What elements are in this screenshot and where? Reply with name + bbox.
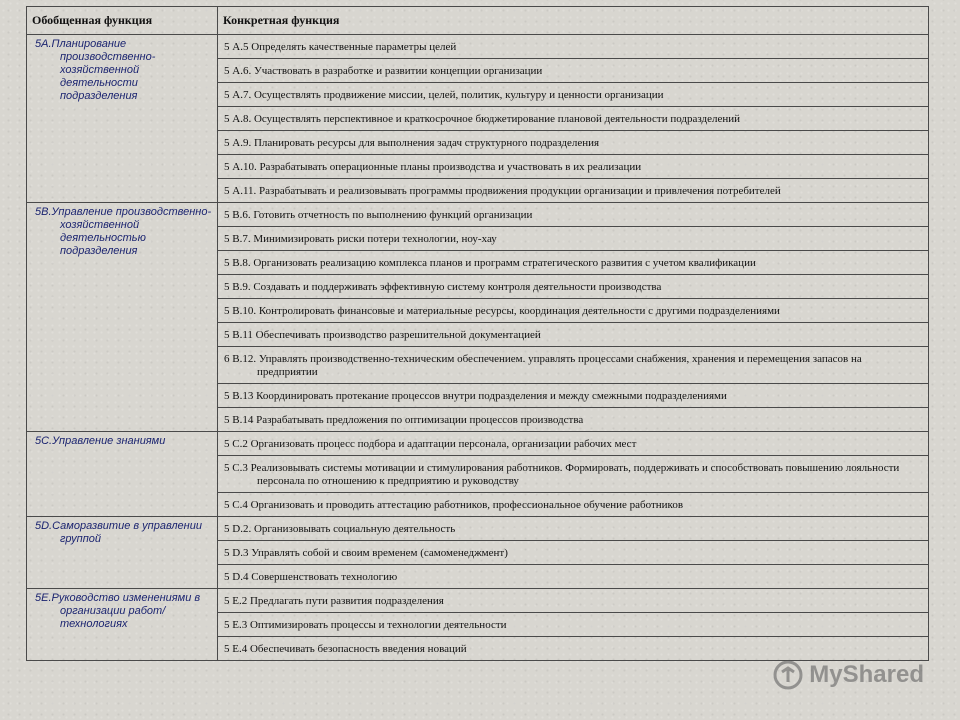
specific-function-text: 5 А.8. Осуществлять перспективное и краткосрочное бюджетирование плановой деятельности подразделений [224,113,741,125]
generalized-function-text: 5А.Планирование производственно-хозяйственной деятельности подразделения [35,38,156,102]
specific-function-cell [218,107,929,131]
generalized-function-cell [27,432,218,517]
specific-function-cell [218,299,929,323]
header-generalized-function: Обобщенная функция [27,7,218,35]
table-row [27,35,929,59]
specific-function-text: 5 С.2 Организовать процесс подбора и адаптации персонала, организации рабочих мест [224,438,637,450]
specific-function-cell [218,227,929,251]
specific-function-cell [218,408,929,432]
specific-function-text: 5 D.4 Совершенствовать технологию [224,571,398,583]
specific-function-cell [218,456,929,493]
specific-function-text: 5 В.10. Контролировать финансовые и материальные ресурсы, координация деятельности с другими подразделениями [224,305,780,317]
specific-function-cell [218,275,929,299]
specific-function-text: 5 В.9. Создавать и поддерживать эффективную систему контроля деятельности производства [224,281,662,293]
table-body [27,35,929,661]
generalized-function-cell [27,589,218,661]
specific-function-text: 5 В.11 Обеспечивать производство разрешительной документацией [224,329,541,341]
specific-function-cell [218,565,929,589]
specific-function-cell [218,59,929,83]
specific-function-text: 5 В.14 Разрабатывать предложения по оптимизации процессов производства [224,414,584,426]
watermark [773,660,924,690]
specific-function-cell [218,517,929,541]
generalized-function-text: 5С.Управление знаниями [35,435,166,447]
specific-function-cell [218,637,929,661]
table-row [27,589,929,613]
header-specific-function: Конкретная функция [218,7,929,35]
specific-function-text: 5 В.8. Организовать реализацию комплекса планов и программ стратегического развития с учетом квалификации [224,257,756,269]
specific-function-cell [218,384,929,408]
specific-function-cell [218,35,929,59]
generalized-function-text: 5D.Саморазвитие в управлении группой [35,520,202,545]
specific-function-cell [218,155,929,179]
specific-function-text: 6 В.12. Управлять производственно-техническим обеспечением. управлять процессами снабжения, хранения и перемещения запасов на предприятии [224,353,862,378]
specific-function-cell [218,251,929,275]
specific-function-text: 5 А.10. Разрабатывать операционные планы производства и участвовать в их реализации [224,161,642,173]
specific-function-cell [218,131,929,155]
specific-function-text: 5 А.7. Осуществлять продвижение миссии, целей, политик, культуру и ценности организации [224,89,664,101]
functions-table [26,6,929,661]
specific-function-cell [218,493,929,517]
myshared-logo-icon [773,660,803,690]
table-row [27,432,929,456]
header-row [27,7,929,35]
generalized-function-text: 5В.Управление производственно-хозяйственной деятельностью подразделения [35,206,212,257]
table-row [27,517,929,541]
specific-function-text: 5 Е.2 Предлагать пути развития подразделения [224,595,444,607]
specific-function-cell [218,203,929,227]
specific-function-text: 5 А.5 Определять качественные параметры целей [224,41,457,53]
specific-function-text: 5 D.2. Организовывать социальную деятельность [224,523,456,535]
specific-function-cell [218,83,929,107]
generalized-function-text: 5Е.Руководство изменениями в организации работ/технологиях [35,592,201,630]
specific-function-text: 5 В.13 Координировать протекание процессов внутри подразделения и между смежными подразделениями [224,390,727,402]
watermark-text: MyShared [809,661,924,688]
specific-function-text: 5 D.3 Управлять собой и своим временем (самоменеджмент) [224,547,508,559]
specific-function-text: 5 Е.3 Оптимизировать процессы и технологии деятельности [224,619,507,631]
table-row [27,203,929,227]
specific-function-text: 5 Е.4 Обеспечивать безопасность введения новаций [224,643,467,655]
specific-function-cell [218,347,929,384]
specific-function-cell [218,323,929,347]
specific-function-text: 5 С.4 Организовать и проводить аттестацию работников, профессиональное обучение работников [224,499,684,511]
specific-function-text: 5 А.6. Участвовать в разработке и развитии концепции организации [224,65,543,77]
specific-function-text: 5 В.6. Готовить отчетность по выполнению функций организации [224,209,533,221]
specific-function-cell [218,432,929,456]
specific-function-cell [218,589,929,613]
generalized-function-cell [27,203,218,432]
specific-function-text: 5 А.11. Разрабатывать и реализовывать программы продвижения продукции организации и привлечения потребителей [224,185,781,197]
specific-function-cell [218,179,929,203]
generalized-function-cell [27,517,218,589]
specific-function-text: 5 С.3 Реализовывать системы мотивации и стимулирования работников. Формировать, поддерживать и способствовать повышению лояльности персонала по отношению к предприятию и руководству [224,462,900,487]
specific-function-text: 5 А.9. Планировать ресурсы для выполнения задач структурного подразделения [224,137,600,149]
specific-function-text: 5 В.7. Минимизировать риски потери технологии, ноу-хау [224,233,497,245]
generalized-function-cell [27,35,218,203]
specific-function-cell [218,613,929,637]
specific-function-cell [218,541,929,565]
